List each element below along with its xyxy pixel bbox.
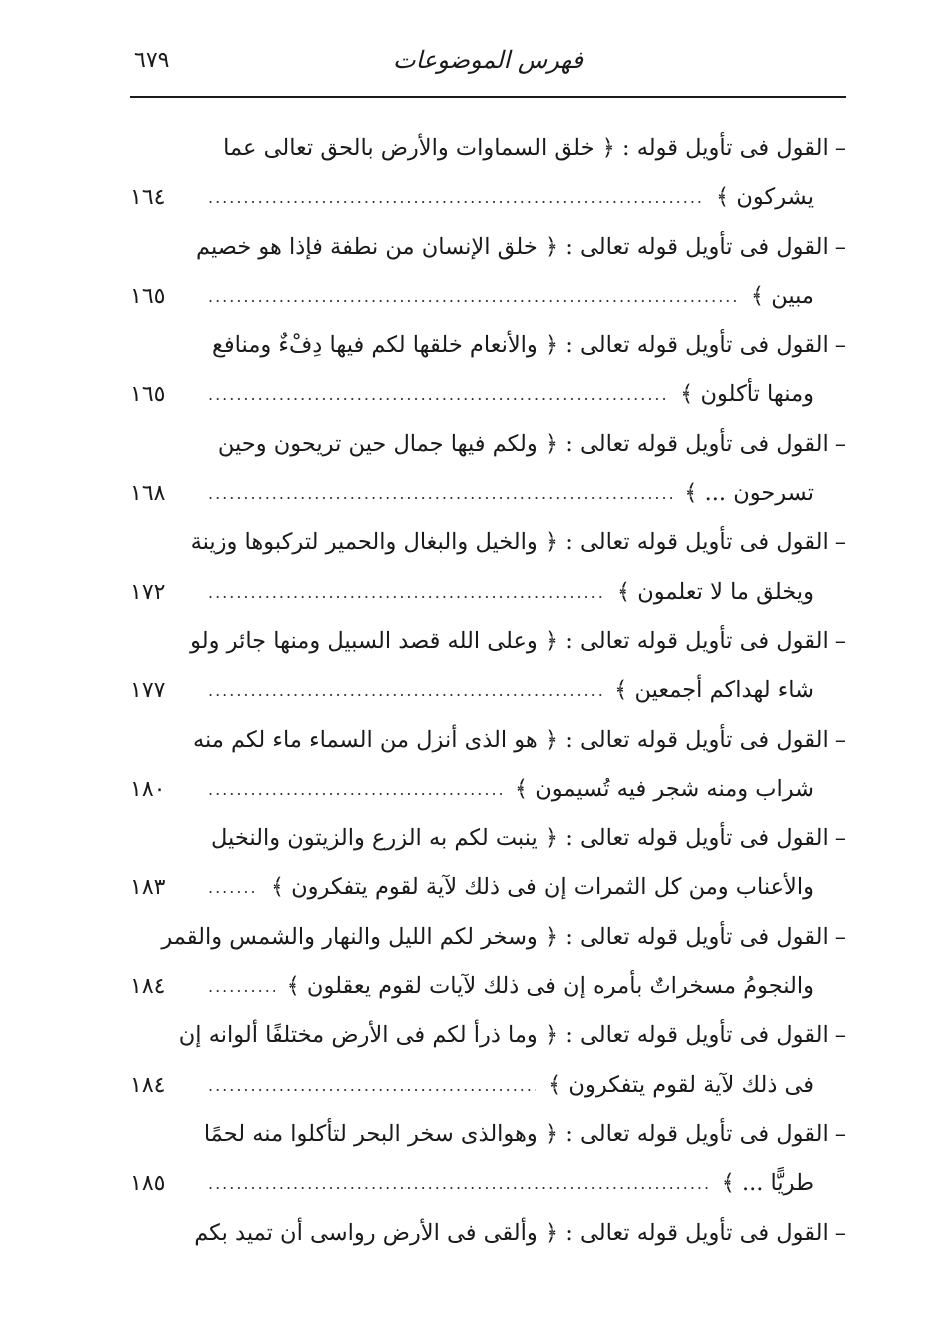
dot-leader bbox=[208, 469, 672, 518]
toc-entry-continuation bbox=[130, 370, 846, 419]
toc-entry-line bbox=[130, 814, 846, 863]
dot-leader bbox=[208, 370, 668, 419]
toc-entry-continuation-text: والنجومُ مسخراتٌ بأمره إن فى ذلك لآيات لقوم يعقلون ﴾ bbox=[286, 973, 814, 1000]
entry-dash: – bbox=[834, 923, 846, 950]
toc-page-number: ١٦٨ bbox=[130, 481, 166, 507]
toc-page-number: ١٦٥ bbox=[130, 382, 166, 408]
toc-entry-heading: القول فى تأويل قوله تعالى : ﴿ وهوالذى سخر البحر لتأكلوا منه لحمًا bbox=[203, 1120, 829, 1147]
toc-entry-continuation-text: ويخلق ما لا تعلمون ﴾ bbox=[616, 578, 814, 605]
dot-leader bbox=[208, 765, 503, 814]
toc-entry-heading: القول فى تأويل قوله تعالى : ﴿ وعلى الله قصد السبيل ومنها جائر ولو bbox=[190, 627, 829, 654]
toc-page-number: ١٦٤ bbox=[130, 185, 166, 211]
toc-entry-line bbox=[130, 617, 846, 666]
toc-entry-heading: القول فى تأويل قوله تعالى : ﴿ ينبت لكم به الزرع والزيتون والنخيل bbox=[210, 825, 829, 852]
toc-entry-heading: القول فى تأويل قوله تعالى : ﴿ وألقى فى الأرض رواسى أن تميد بكم bbox=[194, 1219, 829, 1246]
toc-entry bbox=[130, 321, 846, 420]
entry-dash: – bbox=[834, 332, 846, 359]
toc-page-number: ١٧٢ bbox=[130, 579, 166, 605]
toc-entry-continuation bbox=[130, 272, 846, 321]
toc-entry bbox=[130, 716, 846, 815]
toc-entry bbox=[130, 913, 846, 1012]
toc-entry-heading: القول فى تأويل قوله تعالى : ﴿ وما ذرأ لكم فى الأرض مختلفًا ألوانه إن bbox=[178, 1022, 829, 1049]
header-rule bbox=[130, 96, 846, 98]
dot-leader bbox=[208, 1159, 710, 1208]
toc-entry-heading: القول فى تأويل قوله تعالى : ﴿ والخيل والبغال والحمير لتركبوها وزينة bbox=[190, 529, 829, 556]
toc-entry-heading: القول فى تأويل قوله تعالى : ﴿ خلق الإنسان من نطفة فإذا هو خصيم bbox=[196, 233, 829, 260]
toc-entry-line bbox=[130, 321, 846, 370]
toc-entry-line bbox=[130, 913, 846, 962]
toc-entry-line bbox=[130, 124, 846, 173]
entry-dash: – bbox=[834, 135, 846, 161]
toc-entry bbox=[130, 518, 846, 617]
dot-leader bbox=[208, 173, 704, 222]
toc-entry-heading: القول فى تأويل قوله تعالى : ﴿ ولكم فيها جمال حين تريحون وحين bbox=[217, 430, 829, 457]
toc-entry-continuation-text: مبين ﴾ bbox=[750, 282, 814, 309]
toc-entry-continuation-text: شراب ومنه شجر فيه تُسيمون ﴾ bbox=[514, 775, 814, 802]
toc-entry bbox=[130, 1011, 846, 1110]
dot-leader bbox=[208, 568, 605, 617]
entry-dash: – bbox=[834, 233, 846, 260]
toc-entry-line bbox=[130, 223, 846, 272]
entry-dash: – bbox=[834, 529, 846, 556]
toc-entry-continuation bbox=[130, 666, 846, 715]
toc-page-number: ١٨٥ bbox=[130, 1171, 166, 1197]
toc-entry-continuation bbox=[130, 765, 846, 814]
toc-entry-continuation-text: يشركون ﴾ bbox=[716, 184, 814, 211]
entry-dash: – bbox=[834, 825, 846, 852]
dot-leader bbox=[208, 863, 259, 912]
toc-entry-continuation bbox=[130, 962, 846, 1011]
toc-entry-continuation-text: ومنها تأكلون ﴾ bbox=[680, 381, 814, 408]
entry-dash: – bbox=[834, 1120, 846, 1147]
entry-dash: – bbox=[834, 1219, 846, 1246]
entry-dash: – bbox=[834, 627, 846, 654]
toc-entry bbox=[130, 814, 846, 913]
toc-entry-continuation-text: والأعناب ومن كل الثمرات إن فى ذلك لآية لقوم يتفكرون ﴾ bbox=[270, 874, 814, 901]
entry-dash: – bbox=[834, 1022, 846, 1049]
toc-entry-line bbox=[130, 518, 846, 567]
toc-entry-continuation bbox=[130, 1061, 846, 1110]
toc-entry-line bbox=[130, 1011, 846, 1060]
dot-leader bbox=[208, 962, 275, 1011]
entry-dash: – bbox=[834, 430, 846, 457]
toc-entry-continuation-text: طريًّا ... ﴾ bbox=[721, 1170, 814, 1197]
toc-entry bbox=[130, 617, 846, 716]
toc-entry-line bbox=[130, 420, 846, 469]
toc-entry-continuation-text: تسرحون ... ﴾ bbox=[684, 480, 814, 507]
toc-page-number: ١٨٣ bbox=[130, 875, 166, 901]
toc-entry-line bbox=[130, 1209, 846, 1258]
toc-page-number: ١٨٠ bbox=[130, 776, 166, 802]
toc-entry-heading: القول فى تأويل قوله تعالى : ﴿ والأنعام خلقها لكم فيها دِفْءٌ ومنافع bbox=[211, 332, 829, 359]
toc-entry-heading: القول فى تأويل قوله تعالى : ﴿ وسخر لكم الليل والنهار والشمس والقمر bbox=[161, 923, 829, 950]
page-number: ٦٧٩ bbox=[134, 48, 170, 73]
toc-entry bbox=[130, 124, 846, 223]
toc-entry bbox=[130, 1209, 846, 1258]
dot-leader bbox=[208, 666, 602, 715]
toc-entry-heading: القول فى تأويل قوله تعالى : ﴿ هو الذى أنزل من السماء ماء لكم منه bbox=[192, 726, 829, 753]
toc-entry-line bbox=[130, 716, 846, 765]
toc-entry-continuation bbox=[130, 469, 846, 518]
page-title: فهرس الموضوعات bbox=[393, 46, 583, 74]
toc-page-number: ١٧٧ bbox=[130, 678, 166, 704]
toc-entry bbox=[130, 420, 846, 519]
toc-page-number: ١٨٤ bbox=[130, 1072, 166, 1098]
toc-entry bbox=[130, 223, 846, 322]
toc-entries bbox=[130, 124, 846, 1258]
toc-entry-continuation bbox=[130, 173, 846, 222]
toc-page-number: ١٨٤ bbox=[130, 974, 166, 1000]
dot-leader bbox=[208, 272, 739, 321]
toc-entry-heading: القول فى تأويل قوله : ﴿ خلق السماوات والأرض بالحق تعالى عما bbox=[223, 135, 829, 161]
toc-entry-continuation-text: فى ذلك لآية لقوم يتفكرون ﴾ bbox=[548, 1071, 814, 1098]
toc-entry-continuation bbox=[130, 863, 846, 912]
dot-leader bbox=[208, 1061, 536, 1110]
toc-entry bbox=[130, 1110, 846, 1209]
page-header bbox=[130, 40, 846, 96]
toc-entry-continuation bbox=[130, 1159, 846, 1208]
toc-entry-continuation-text: شاء لهداكم أجمعين ﴾ bbox=[614, 677, 814, 704]
toc-page-number: ١٦٥ bbox=[130, 283, 166, 309]
entry-dash: – bbox=[834, 726, 846, 753]
toc-entry-line bbox=[130, 1110, 846, 1159]
toc-entry-continuation bbox=[130, 568, 846, 617]
